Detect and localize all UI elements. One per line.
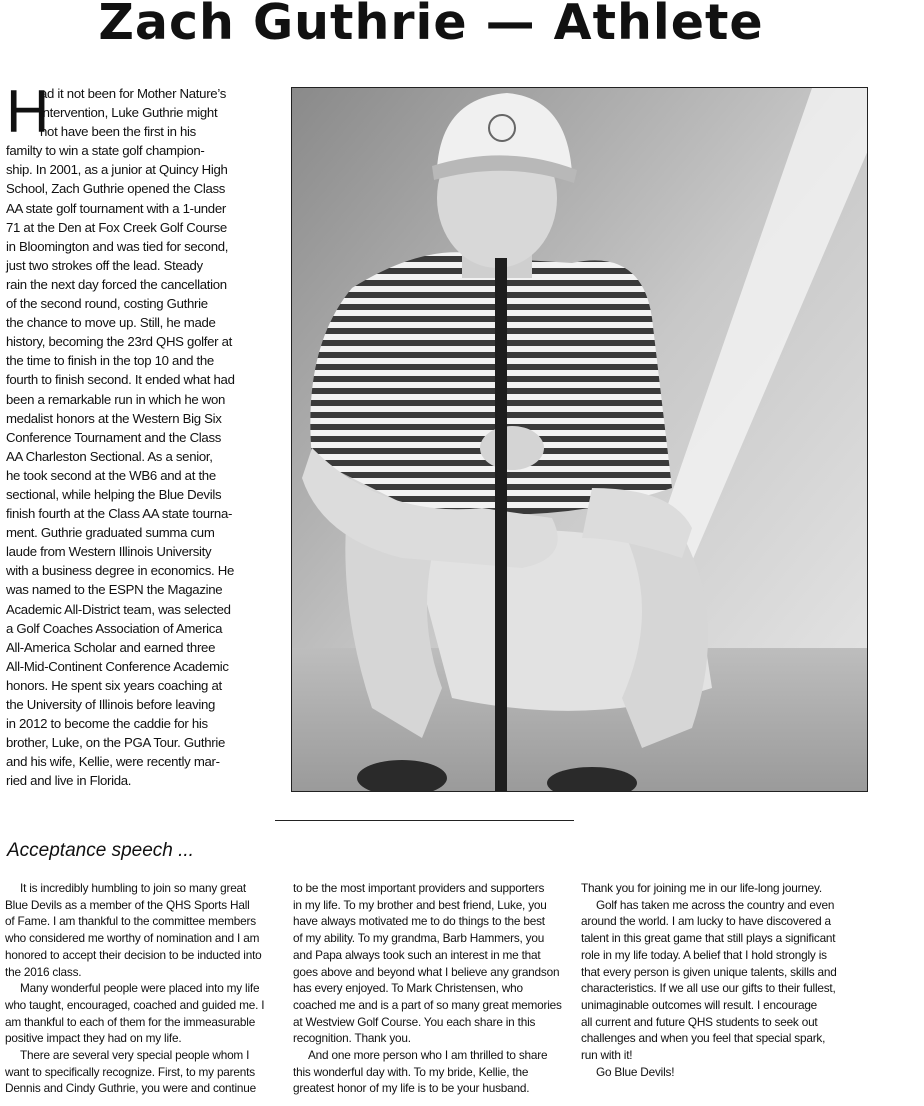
speech-line: who considered me worthy of nomination and I am xyxy=(5,931,260,946)
speech-line: all current and future QHS students to seek out xyxy=(581,1014,818,1029)
speech-line: unimaginable outcomes will result. I encourage xyxy=(581,997,818,1012)
speech-line: role in my life today. A belief that I hold strongly is xyxy=(581,947,827,962)
bio-line: the time to finish in the top 10 and the xyxy=(6,353,214,369)
speech-line: And one more person who I am thrilled to share xyxy=(308,1048,548,1063)
bio-line: ment. Guthrie graduated summa cum xyxy=(6,525,215,541)
bio-line: finish fourth at the Class AA state tourna- xyxy=(6,506,233,522)
bio-line: history, becoming the 23rd QHS golfer at xyxy=(6,334,232,350)
bio-line: with a business degree in economics. He xyxy=(6,563,235,579)
bio-line: a Golf Coaches Association of America xyxy=(6,620,223,636)
bio-line: ried and live in Florida. xyxy=(6,773,132,789)
bio-line: and his wife, Kellie, were recently mar- xyxy=(6,754,220,770)
bio-line: honors. He spent six years coaching at xyxy=(6,677,222,693)
speech-column-3 xyxy=(581,880,853,1080)
speech-line: want to specifically recognize. First, to my parents xyxy=(5,1064,255,1079)
speech-line: am thankful to each of them for the immeasurable xyxy=(5,1014,256,1029)
bio-line: not have been the first in his xyxy=(40,124,196,140)
bio-line: ship. In 2001, as a junior at Quincy High xyxy=(6,162,228,178)
bio-line: he took second at the WB6 and at the xyxy=(6,467,216,483)
speech-line: of Fame. I am thankful to the committee members xyxy=(5,914,256,929)
bio-line: brother, Luke, on the PGA Tour. Guthrie xyxy=(6,735,225,751)
bio-line: of the second round, costing Guthrie xyxy=(6,296,208,312)
speech-line: greatest honor of my life is to be your husband. xyxy=(293,1081,530,1096)
speech-line: challenges and when you feel that special spark, xyxy=(581,1031,826,1046)
bio-line: All-Mid-Continent Conference Academic xyxy=(6,658,229,674)
bio-line: familty to win a state golf champion- xyxy=(6,143,205,159)
bio-line: Academic All-District team, was selected xyxy=(6,601,231,617)
bio-line: All-America Scholar and earned three xyxy=(6,639,216,655)
speech-line: There are several very special people whom I xyxy=(20,1048,250,1063)
speech-line: Dennis and Cindy Guthrie, you were and continue xyxy=(5,1081,256,1096)
speech-line: at Westview Golf Course. You each share in this xyxy=(293,1014,536,1029)
speech-line: positive impact they had on my life. xyxy=(5,1031,182,1046)
speech-line: in my life. To my brother and best friend, Luke, you xyxy=(293,897,547,912)
speech-line: that every person is given unique talents, skills and xyxy=(581,964,837,979)
speech-line: Golf has taken me across the country and even xyxy=(596,897,835,912)
bio-line: School, Zach Guthrie opened the Class xyxy=(6,181,226,197)
bio-line: just two strokes off the lead. Steady xyxy=(6,257,203,273)
athlete-photo xyxy=(291,87,868,792)
speech-line: goes above and beyond what I believe any grandson xyxy=(293,964,560,979)
speech-column-2 xyxy=(293,880,565,1097)
speech-line: Thank you for joining me in our life-long journey. xyxy=(581,881,822,895)
bio-line: laude from Western Illinois University xyxy=(6,544,212,560)
bio-line: fourth to finish second. It ended what had xyxy=(6,372,235,388)
bio-line: AA Charleston Sectional. As a senior, xyxy=(6,448,213,464)
bio-line: sectional, while helping the Blue Devils xyxy=(6,486,222,502)
speech-line: this wonderful day with. To my bride, Kellie, the xyxy=(293,1064,529,1079)
speech-line: coached me and is a part of so many great memories xyxy=(293,997,562,1012)
speech-heading: Acceptance speech ... xyxy=(7,840,194,861)
golfer-photo-illustration xyxy=(292,88,868,792)
bio-line: 71 at the Den at Fox Creek Golf Course xyxy=(6,219,227,235)
bio-line: the chance to move up. Still, he made xyxy=(6,315,216,331)
speech-line: It is incredibly humbling to join so many great xyxy=(20,881,246,895)
page-title: Zach Guthrie — Athlete xyxy=(98,0,764,51)
speech-line: to be the most important providers and supporters xyxy=(293,881,545,895)
bio-text xyxy=(6,78,246,790)
speech-line: Many wonderful people were placed into my life xyxy=(20,981,260,996)
bio-line: the University of Illinois before leaving xyxy=(6,697,216,712)
bio-line: in Bloomington and was tied for second, xyxy=(6,238,229,254)
speech-line: characteristics. If we all use our gifts to their fullest, xyxy=(581,981,836,996)
bio-line: in 2012 to become the caddie for his xyxy=(6,716,208,732)
speech-line: recognition. Thank you. xyxy=(293,1031,411,1046)
speech-column-1 xyxy=(5,880,277,1097)
bio-line: AA state golf tournament with a 1-under xyxy=(6,200,226,216)
bio-line: intervention, Luke Guthrie might xyxy=(40,105,218,121)
speech-line: honored to accept their decision to be inducted into xyxy=(5,947,262,962)
speech-line: the 2016 class. xyxy=(5,964,82,979)
drop-cap: H xyxy=(6,78,50,145)
speech-line: who taught, encouraged, coached and guided me. I xyxy=(5,997,265,1012)
speech-line: Go Blue Devils! xyxy=(596,1064,675,1079)
speech-line: and Papa always took such an interest in me that xyxy=(293,947,541,962)
speech-line: have always motivated me to do things to the best xyxy=(293,914,545,929)
speech-line: Blue Devils as a member of the QHS Sports Hall xyxy=(5,897,250,912)
bio-line: been a remarkable run in which he won xyxy=(6,391,226,407)
speech-line: talent in this great game that still plays a significant xyxy=(581,931,836,946)
bio-line: Conference Tournament and the Class xyxy=(6,429,222,445)
speech-line: run with it! xyxy=(581,1048,633,1063)
speech-line: around the world. I am lucky to have discovered a xyxy=(581,914,831,929)
bio-line: ad it not been for Mother Nature’s xyxy=(40,86,227,101)
speech-line: has every enjoyed. To Mark Christensen, who xyxy=(293,981,523,996)
bio-line: was named to the ESPN the Magazine xyxy=(6,582,223,598)
bio-line: medalist honors at the Western Big Six xyxy=(6,410,222,426)
speech-line: of my ability. To my grandma, Barb Hammers, you xyxy=(293,931,545,946)
bio-line: rain the next day forced the cancellation xyxy=(6,276,227,292)
section-divider xyxy=(275,820,574,821)
